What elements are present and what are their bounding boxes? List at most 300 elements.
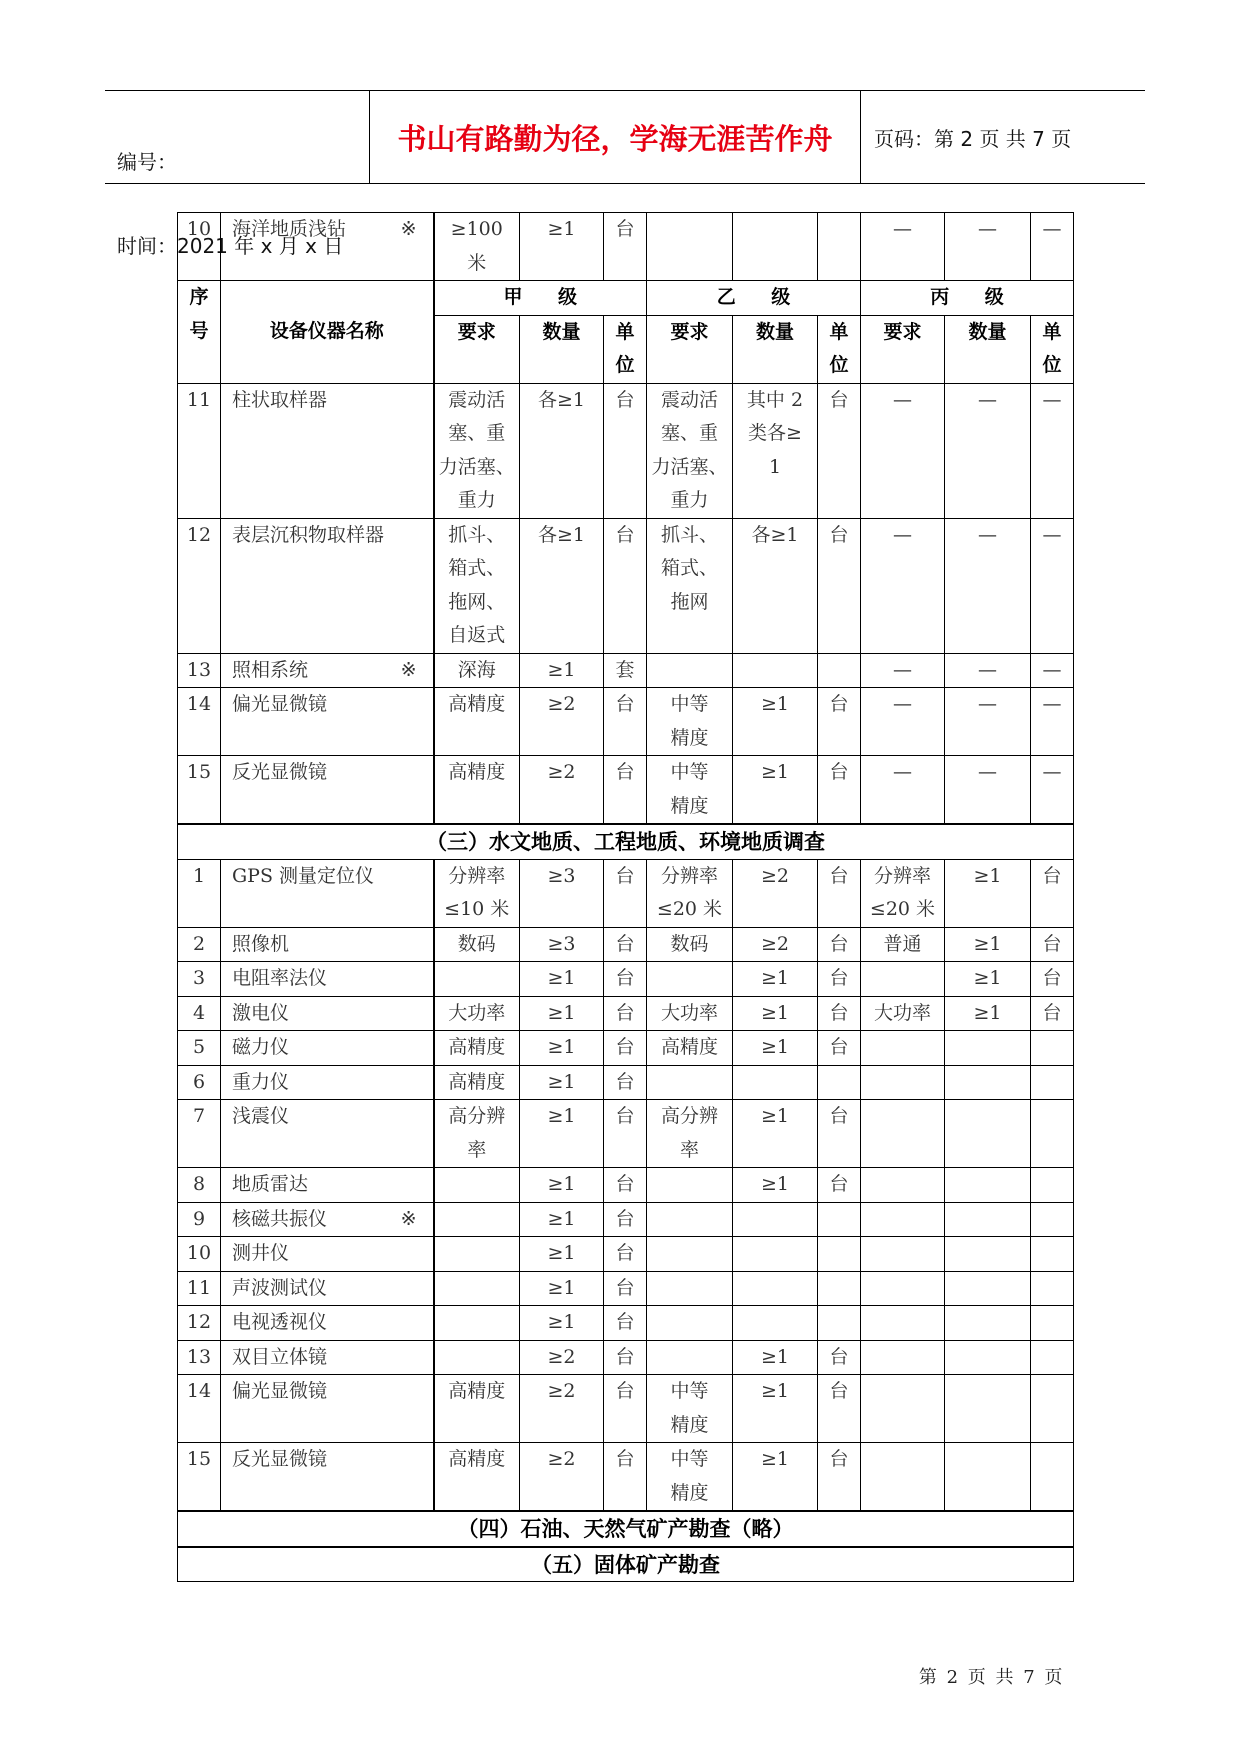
equipment-name-cell	[221, 1237, 434, 1272]
grade-c-quantity-cell	[945, 1237, 1031, 1272]
equipment-name: 磁力仪	[232, 1036, 290, 1058]
grade-c-quantity-cell: —	[945, 213, 1031, 281]
row-number: 7	[178, 1100, 221, 1168]
grade-b-quantity-cell: ≥1	[733, 688, 818, 756]
row-number: 14	[178, 688, 221, 756]
grade-b-quantity-cell: ≥1	[733, 756, 818, 825]
grade-a-quantity-cell: ≥1	[520, 213, 604, 281]
grade-a-requirement-cell: 高分辨 率	[434, 1100, 520, 1168]
grade-c-unit-cell: 台	[1031, 962, 1074, 997]
grade-a-requirement-cell	[434, 962, 520, 997]
grade-a-quantity-cell: ≥1	[520, 1031, 604, 1066]
grade-b-requirement-cell	[647, 213, 733, 281]
slogan: 书山有路勤为径，学海无涯苦作舟	[397, 121, 833, 156]
grade-b-unit-cell: 台	[818, 1031, 861, 1066]
equipment-name-cell	[221, 383, 434, 518]
grade-c-requirement-cell: 大功率	[861, 996, 945, 1031]
equipment-name-cell	[221, 1306, 434, 1341]
equipment-name-cell	[221, 927, 434, 962]
grade-c-requirement-cell: —	[861, 756, 945, 825]
row-number: 1	[178, 859, 221, 927]
grade-b-quantity-cell: ≥1	[733, 962, 818, 997]
equipment-row	[178, 756, 1074, 825]
grade-a-quantity-cell: ≥2	[520, 1340, 604, 1375]
grade-b-requirement-cell	[647, 1202, 733, 1237]
row-number: 9	[178, 1202, 221, 1237]
equipment-name: 重力仪	[232, 1070, 290, 1093]
seq-header: 序 号	[178, 281, 221, 384]
row-number: 10	[178, 1237, 221, 1272]
grade-a-unit-cell: 台	[604, 962, 647, 997]
grade-c-unit-cell	[1031, 1271, 1074, 1306]
grade-c-unit-cell	[1031, 1340, 1074, 1375]
grade-a-quantity-cell: ≥3	[520, 859, 604, 927]
grade-b-quantity-cell: ≥1	[733, 1031, 818, 1066]
grade-c-requirement-cell	[861, 1340, 945, 1375]
grade-b-quantity-cell	[733, 213, 818, 281]
grade-c-quantity-cell	[945, 1031, 1031, 1066]
grade-b-requirement-cell	[647, 1271, 733, 1306]
grade-a-unit-cell: 台	[604, 1375, 647, 1443]
grade-c-quantity-cell: ≥1	[945, 927, 1031, 962]
equipment-row	[178, 927, 1074, 962]
row-number: 13	[178, 653, 221, 688]
grade-a-quantity-cell: ≥1	[520, 1168, 604, 1203]
grade-b-unit-cell	[818, 213, 861, 281]
column-header	[178, 281, 1074, 384]
row-number: 10	[178, 213, 221, 281]
equipment-name-cell	[221, 688, 434, 756]
grade-c-requirement-cell	[861, 1065, 945, 1100]
grade-b-quantity-cell: ≥1	[733, 1375, 818, 1443]
grade-c-unit-cell	[1031, 1031, 1074, 1066]
row-number: 11	[178, 1271, 221, 1306]
grade-c-unit-cell	[1031, 1168, 1074, 1203]
grade-a-requirement-cell: ≥100 米	[434, 213, 520, 281]
header-page-label: 页码：第 2 页 共 7 页	[874, 126, 1072, 151]
grade-b-requirement-cell: 中等 精度	[647, 688, 733, 756]
grade-c-quantity-cell: —	[945, 518, 1031, 653]
grade-a-requirement-cell	[434, 1306, 520, 1341]
grade-b-quantity-cell: ≥1	[733, 1100, 818, 1168]
grade-a-unit-cell: 台	[604, 688, 647, 756]
grade-a-requirement-cell: 高精度	[434, 688, 520, 756]
equipment-name-header: 设备仪器名称	[221, 281, 434, 384]
grade-a-quantity-cell: ≥1	[520, 1271, 604, 1306]
row-number: 15	[178, 756, 221, 825]
grade-a-unit-cell: 台	[604, 1168, 647, 1203]
grade-c-requirement-cell: —	[861, 688, 945, 756]
grade-b-quantity-header: 数量	[733, 315, 818, 383]
grade-b-quantity-cell	[733, 1306, 818, 1341]
grade-c-quantity-cell: ≥1	[945, 996, 1031, 1031]
grade-a-header: 甲 级	[434, 281, 647, 316]
equipment-name-cell	[221, 1168, 434, 1203]
grade-a-requirement-cell: 震动活 塞、重 力活塞、 重力	[434, 383, 520, 518]
grade-b-unit-cell: 台	[818, 1443, 861, 1512]
equipment-row	[178, 688, 1074, 756]
grade-a-quantity-cell: ≥1	[520, 1237, 604, 1272]
grade-c-quantity-cell: —	[945, 688, 1031, 756]
equipment-row	[178, 383, 1074, 518]
grade-b-unit-header: 单 位	[818, 315, 861, 383]
grade-c-unit-cell: —	[1031, 688, 1074, 756]
equipment-name-cell	[221, 1340, 434, 1375]
equipment-name: 地质雷达	[232, 1173, 309, 1195]
grade-a-quantity-cell: ≥1	[520, 653, 604, 688]
grade-c-requirement-cell: 分辨率 ≤20 米	[861, 859, 945, 927]
equipment-row	[178, 962, 1074, 997]
footer-page-number: 第 2 页 共 7 页	[918, 1667, 1063, 1688]
grade-b-unit-cell	[818, 1306, 861, 1341]
grade-c-quantity-cell	[945, 1271, 1031, 1306]
grade-a-unit-cell: 台	[604, 1340, 647, 1375]
equipment-row	[178, 1340, 1074, 1375]
equipment-name: 测井仪	[232, 1242, 290, 1264]
grade-a-quantity-cell: ≥1	[520, 1306, 604, 1341]
grade-b-requirement-cell	[647, 1306, 733, 1341]
grade-b-requirement-cell	[647, 1340, 733, 1375]
grade-b-requirement-cell: 高分辨 率	[647, 1100, 733, 1168]
grade-a-unit-cell: 台	[604, 1202, 647, 1237]
grade-a-quantity-cell: 各≥1	[520, 383, 604, 518]
grade-b-requirement-cell	[647, 1237, 733, 1272]
grade-c-unit-cell	[1031, 1237, 1074, 1272]
grade-a-requirement-cell: 抓斗、 箱式、 拖网、 自返式	[434, 518, 520, 653]
grade-b-unit-cell: 台	[818, 1375, 861, 1443]
grade-a-quantity-cell: ≥3	[520, 927, 604, 962]
grade-c-requirement-cell: —	[861, 213, 945, 281]
grade-b-quantity-cell	[733, 1202, 818, 1237]
grade-a-requirement-cell: 深海	[434, 653, 520, 688]
grade-a-unit-cell: 台	[604, 1065, 647, 1100]
grade-c-requirement-cell	[861, 1375, 945, 1443]
grade-a-requirement-cell: 大功率	[434, 996, 520, 1031]
equipment-row	[178, 1065, 1074, 1100]
grade-a-requirement-header: 要求	[434, 315, 520, 383]
grade-c-quantity-cell: ≥1	[945, 962, 1031, 997]
section-row	[178, 1511, 1074, 1547]
grade-c-requirement-cell	[861, 1202, 945, 1237]
equipment-name-cell	[221, 859, 434, 927]
grade-b-unit-cell	[818, 653, 861, 688]
grade-c-quantity-cell	[945, 1065, 1031, 1100]
grade-b-unit-cell: 台	[818, 1340, 861, 1375]
grade-b-requirement-cell	[647, 653, 733, 688]
grade-c-requirement-cell	[861, 962, 945, 997]
grade-a-quantity-cell: ≥1	[520, 1065, 604, 1100]
equipment-name: 偏光显微镜	[232, 693, 328, 715]
equipment-name: 柱状取样器	[232, 388, 328, 411]
grade-c-quantity-cell: —	[945, 653, 1031, 688]
equipment-row	[178, 213, 1074, 281]
equipment-name: 电阻率法仪	[232, 967, 328, 989]
grade-b-unit-cell	[818, 1065, 861, 1100]
grade-b-quantity-cell	[733, 653, 818, 688]
grade-a-unit-header: 单 位	[604, 315, 647, 383]
grade-a-unit-cell: 台	[604, 1271, 647, 1306]
grade-c-unit-cell	[1031, 1306, 1074, 1341]
grade-a-quantity-cell: ≥1	[520, 996, 604, 1031]
header-page-cell	[861, 91, 1145, 183]
grade-c-quantity-cell	[945, 1306, 1031, 1341]
document-time-label: 时间：2021 年 x 月 x 日	[117, 234, 344, 258]
grade-b-quantity-cell: ≥2	[733, 859, 818, 927]
grade-c-requirement-cell: —	[861, 653, 945, 688]
equipment-name: 浅震仪	[232, 1105, 290, 1127]
grade-b-unit-cell: 台	[818, 996, 861, 1031]
grade-a-quantity-cell: ≥1	[520, 962, 604, 997]
grade-c-unit-cell	[1031, 1100, 1074, 1168]
grade-a-requirement-cell: 分辨率 ≤10 米	[434, 859, 520, 927]
grade-a-unit-cell: 台	[604, 383, 647, 518]
grade-a-requirement-cell	[434, 1271, 520, 1306]
grade-c-unit-cell	[1031, 1443, 1074, 1512]
equipment-row	[178, 1271, 1074, 1306]
grade-c-requirement-cell: 普通	[861, 927, 945, 962]
grade-b-unit-cell: 台	[818, 383, 861, 518]
equipment-name-cell	[221, 756, 434, 825]
row-number: 11	[178, 383, 221, 518]
equipment-row	[178, 1306, 1074, 1341]
grade-b-quantity-cell: ≥1	[733, 1443, 818, 1512]
header-row-grades	[178, 281, 1074, 316]
grade-b-quantity-cell: 各≥1	[733, 518, 818, 653]
row-number: 8	[178, 1168, 221, 1203]
grade-c-unit-header: 单 位	[1031, 315, 1074, 383]
grade-c-requirement-cell	[861, 1168, 945, 1203]
equipment-name-cell	[221, 1202, 434, 1237]
grade-b-requirement-cell	[647, 962, 733, 997]
equipment-name: 激电仪	[232, 1001, 290, 1024]
equipment-name: 反光显微镜	[232, 1448, 328, 1470]
grade-a-unit-cell: 台	[604, 1443, 647, 1512]
equipment-name-cell	[221, 1065, 434, 1100]
grade-b-unit-cell: 台	[818, 927, 861, 962]
grade-b-unit-cell: 台	[818, 518, 861, 653]
equipment-row	[178, 1100, 1074, 1168]
grade-c-header: 丙 级	[861, 281, 1074, 316]
equipment-name: 表层沉积物取样器	[232, 523, 385, 546]
grade-a-quantity-cell: ≥2	[520, 756, 604, 825]
equipment-rows	[178, 383, 1074, 1582]
equipment-name: 核磁共振仪	[232, 1207, 328, 1230]
grade-a-quantity-cell: ≥2	[520, 1443, 604, 1512]
grade-c-unit-cell	[1031, 1065, 1074, 1100]
grade-b-requirement-cell: 抓斗、 箱式、 拖网	[647, 518, 733, 653]
grade-c-requirement-cell	[861, 1306, 945, 1341]
grade-c-requirement-cell	[861, 1237, 945, 1272]
grade-b-unit-cell: 台	[818, 756, 861, 825]
grade-c-quantity-cell: —	[945, 756, 1031, 825]
grade-c-unit-cell: —	[1031, 383, 1074, 518]
grade-b-requirement-cell: 中等 精度	[647, 1443, 733, 1512]
grade-c-quantity-header: 数量	[945, 315, 1031, 383]
grade-a-unit-cell: 台	[604, 996, 647, 1031]
equipment-name-cell	[221, 213, 434, 281]
grade-a-unit-cell: 台	[604, 859, 647, 927]
grade-b-requirement-cell: 震动活 塞、重 力活塞、 重力	[647, 383, 733, 518]
grade-b-requirement-cell: 分辨率 ≤20 米	[647, 859, 733, 927]
row-number: 4	[178, 996, 221, 1031]
grade-b-requirement-cell	[647, 1065, 733, 1100]
grade-c-requirement-cell	[861, 1443, 945, 1512]
grade-a-unit-cell: 台	[604, 756, 647, 825]
header-slogan-cell	[370, 91, 861, 183]
row-number: 14	[178, 1375, 221, 1443]
grade-b-quantity-cell: ≥1	[733, 1340, 818, 1375]
grade-b-unit-cell: 台	[818, 1168, 861, 1203]
equipment-row	[178, 1375, 1074, 1443]
grade-a-unit-cell: 台	[604, 1306, 647, 1341]
grade-b-unit-cell: 台	[818, 688, 861, 756]
grade-a-requirement-cell: 高精度	[434, 1065, 520, 1100]
equipment-name: GPS 测量定位仪	[232, 864, 375, 887]
section-title: （三）水文地质、工程地质、环境地质调查	[178, 824, 1074, 859]
equipment-table	[177, 212, 1074, 1582]
grade-c-unit-cell: 台	[1031, 927, 1074, 962]
row-number: 5	[178, 1031, 221, 1066]
grade-c-requirement-header: 要求	[861, 315, 945, 383]
equipment-name: 偏光显微镜	[232, 1380, 328, 1402]
equipment-row	[178, 653, 1074, 688]
grade-a-requirement-cell	[434, 1237, 520, 1272]
grade-a-unit-cell: 台	[604, 1237, 647, 1272]
grade-a-unit-cell: 套	[604, 653, 647, 688]
equipment-name: 照像机	[232, 932, 290, 955]
grade-a-quantity-cell: ≥1	[520, 1202, 604, 1237]
grade-b-requirement-cell: 中等 精度	[647, 1375, 733, 1443]
grade-a-quantity-header: 数量	[520, 315, 604, 383]
grade-b-requirement-cell: 中等 精度	[647, 756, 733, 825]
section-row	[178, 824, 1074, 859]
grade-a-requirement-cell: 高精度	[434, 1443, 520, 1512]
carryover-rows	[178, 213, 1074, 281]
row-number: 12	[178, 518, 221, 653]
grade-b-quantity-cell: 其中 2 类各≥ 1	[733, 383, 818, 518]
grade-b-header: 乙 级	[647, 281, 861, 316]
grade-b-unit-cell	[818, 1202, 861, 1237]
grade-c-unit-cell: —	[1031, 653, 1074, 688]
equipment-name-cell	[221, 1375, 434, 1443]
equipment-name: 照相系统	[232, 658, 309, 681]
grade-c-quantity-cell	[945, 1202, 1031, 1237]
grade-c-requirement-cell: —	[861, 383, 945, 518]
grade-a-quantity-cell: 各≥1	[520, 518, 604, 653]
equipment-name-cell	[221, 518, 434, 653]
equipment-row	[178, 1168, 1074, 1203]
grade-c-quantity-cell	[945, 1168, 1031, 1203]
equipment-name-cell	[221, 1271, 434, 1306]
equipment-name: 双目立体镜	[232, 1345, 328, 1368]
section-title: （五）固体矿产勘查	[178, 1547, 1074, 1582]
grade-b-requirement-cell	[647, 1168, 733, 1203]
equipment-name-cell	[221, 1031, 434, 1066]
grade-c-requirement-cell	[861, 1031, 945, 1066]
grade-c-quantity-cell: ≥1	[945, 859, 1031, 927]
grade-c-requirement-cell: —	[861, 518, 945, 653]
equipment-row	[178, 518, 1074, 653]
grade-b-unit-cell	[818, 1237, 861, 1272]
equipment-name-cell	[221, 962, 434, 997]
grade-c-unit-cell: 台	[1031, 996, 1074, 1031]
grade-a-quantity-cell: ≥2	[520, 688, 604, 756]
equipment-name: 反光显微镜	[232, 761, 328, 783]
equipment-row	[178, 1443, 1074, 1512]
grade-b-unit-cell: 台	[818, 1100, 861, 1168]
row-number: 15	[178, 1443, 221, 1512]
grade-a-unit-cell: 台	[604, 927, 647, 962]
remark-symbol: ※	[400, 1207, 417, 1230]
grade-b-requirement-cell: 高精度	[647, 1031, 733, 1066]
equipment-row	[178, 996, 1074, 1031]
grade-a-requirement-cell	[434, 1168, 520, 1203]
equipment-row	[178, 859, 1074, 927]
grade-c-unit-cell	[1031, 1202, 1074, 1237]
grade-a-unit-cell: 台	[604, 1031, 647, 1066]
equipment-row	[178, 1237, 1074, 1272]
row-number: 3	[178, 962, 221, 997]
grade-c-unit-cell: 台	[1031, 859, 1074, 927]
grade-a-quantity-cell: ≥1	[520, 1100, 604, 1168]
section-row	[178, 1547, 1074, 1582]
row-number: 2	[178, 927, 221, 962]
row-number: 6	[178, 1065, 221, 1100]
grade-c-quantity-cell: —	[945, 383, 1031, 518]
equipment-name-cell	[221, 996, 434, 1031]
equipment-name: 海洋地质浅钻	[232, 218, 347, 240]
grade-b-quantity-cell: ≥1	[733, 996, 818, 1031]
equipment-name-cell	[221, 653, 434, 688]
equipment-name-cell	[221, 1443, 434, 1512]
grade-b-requirement-cell: 大功率	[647, 996, 733, 1031]
page-footer	[880, 1642, 1063, 1714]
grade-a-unit-cell: 台	[604, 1100, 647, 1168]
grade-a-unit-cell: 台	[604, 518, 647, 653]
equipment-row	[178, 1031, 1074, 1066]
grade-c-quantity-cell	[945, 1443, 1031, 1512]
remark-symbol: ※	[400, 658, 417, 681]
grade-a-requirement-cell	[434, 1202, 520, 1237]
grade-b-quantity-cell: ≥2	[733, 927, 818, 962]
remark-symbol: ※	[400, 218, 417, 240]
section-title: （四）石油、天然气矿产勘查（略）	[178, 1511, 1074, 1547]
grade-a-requirement-cell: 数码	[434, 927, 520, 962]
grade-c-quantity-cell	[945, 1375, 1031, 1443]
grade-c-quantity-cell	[945, 1340, 1031, 1375]
grade-b-requirement-cell: 数码	[647, 927, 733, 962]
grade-c-quantity-cell	[945, 1100, 1031, 1168]
grade-a-requirement-cell: 高精度	[434, 1375, 520, 1443]
grade-b-quantity-cell: ≥1	[733, 1168, 818, 1203]
grade-c-unit-cell: —	[1031, 213, 1074, 281]
grade-b-quantity-cell	[733, 1237, 818, 1272]
grade-a-requirement-cell: 高精度	[434, 1031, 520, 1066]
grade-b-unit-cell: 台	[818, 859, 861, 927]
equipment-row	[178, 1202, 1074, 1237]
grade-b-quantity-cell	[733, 1065, 818, 1100]
grade-c-requirement-cell	[861, 1100, 945, 1168]
equipment-name-cell	[221, 1100, 434, 1168]
document-number-label: 编号：	[117, 150, 177, 174]
grade-b-requirement-header: 要求	[647, 315, 733, 383]
grade-b-unit-cell: 台	[818, 962, 861, 997]
grade-c-requirement-cell	[861, 1271, 945, 1306]
equipment-name: 声波测试仪	[232, 1276, 328, 1299]
row-number: 12	[178, 1306, 221, 1341]
equipment-name: 电视透视仪	[232, 1311, 328, 1333]
row-number: 13	[178, 1340, 221, 1375]
